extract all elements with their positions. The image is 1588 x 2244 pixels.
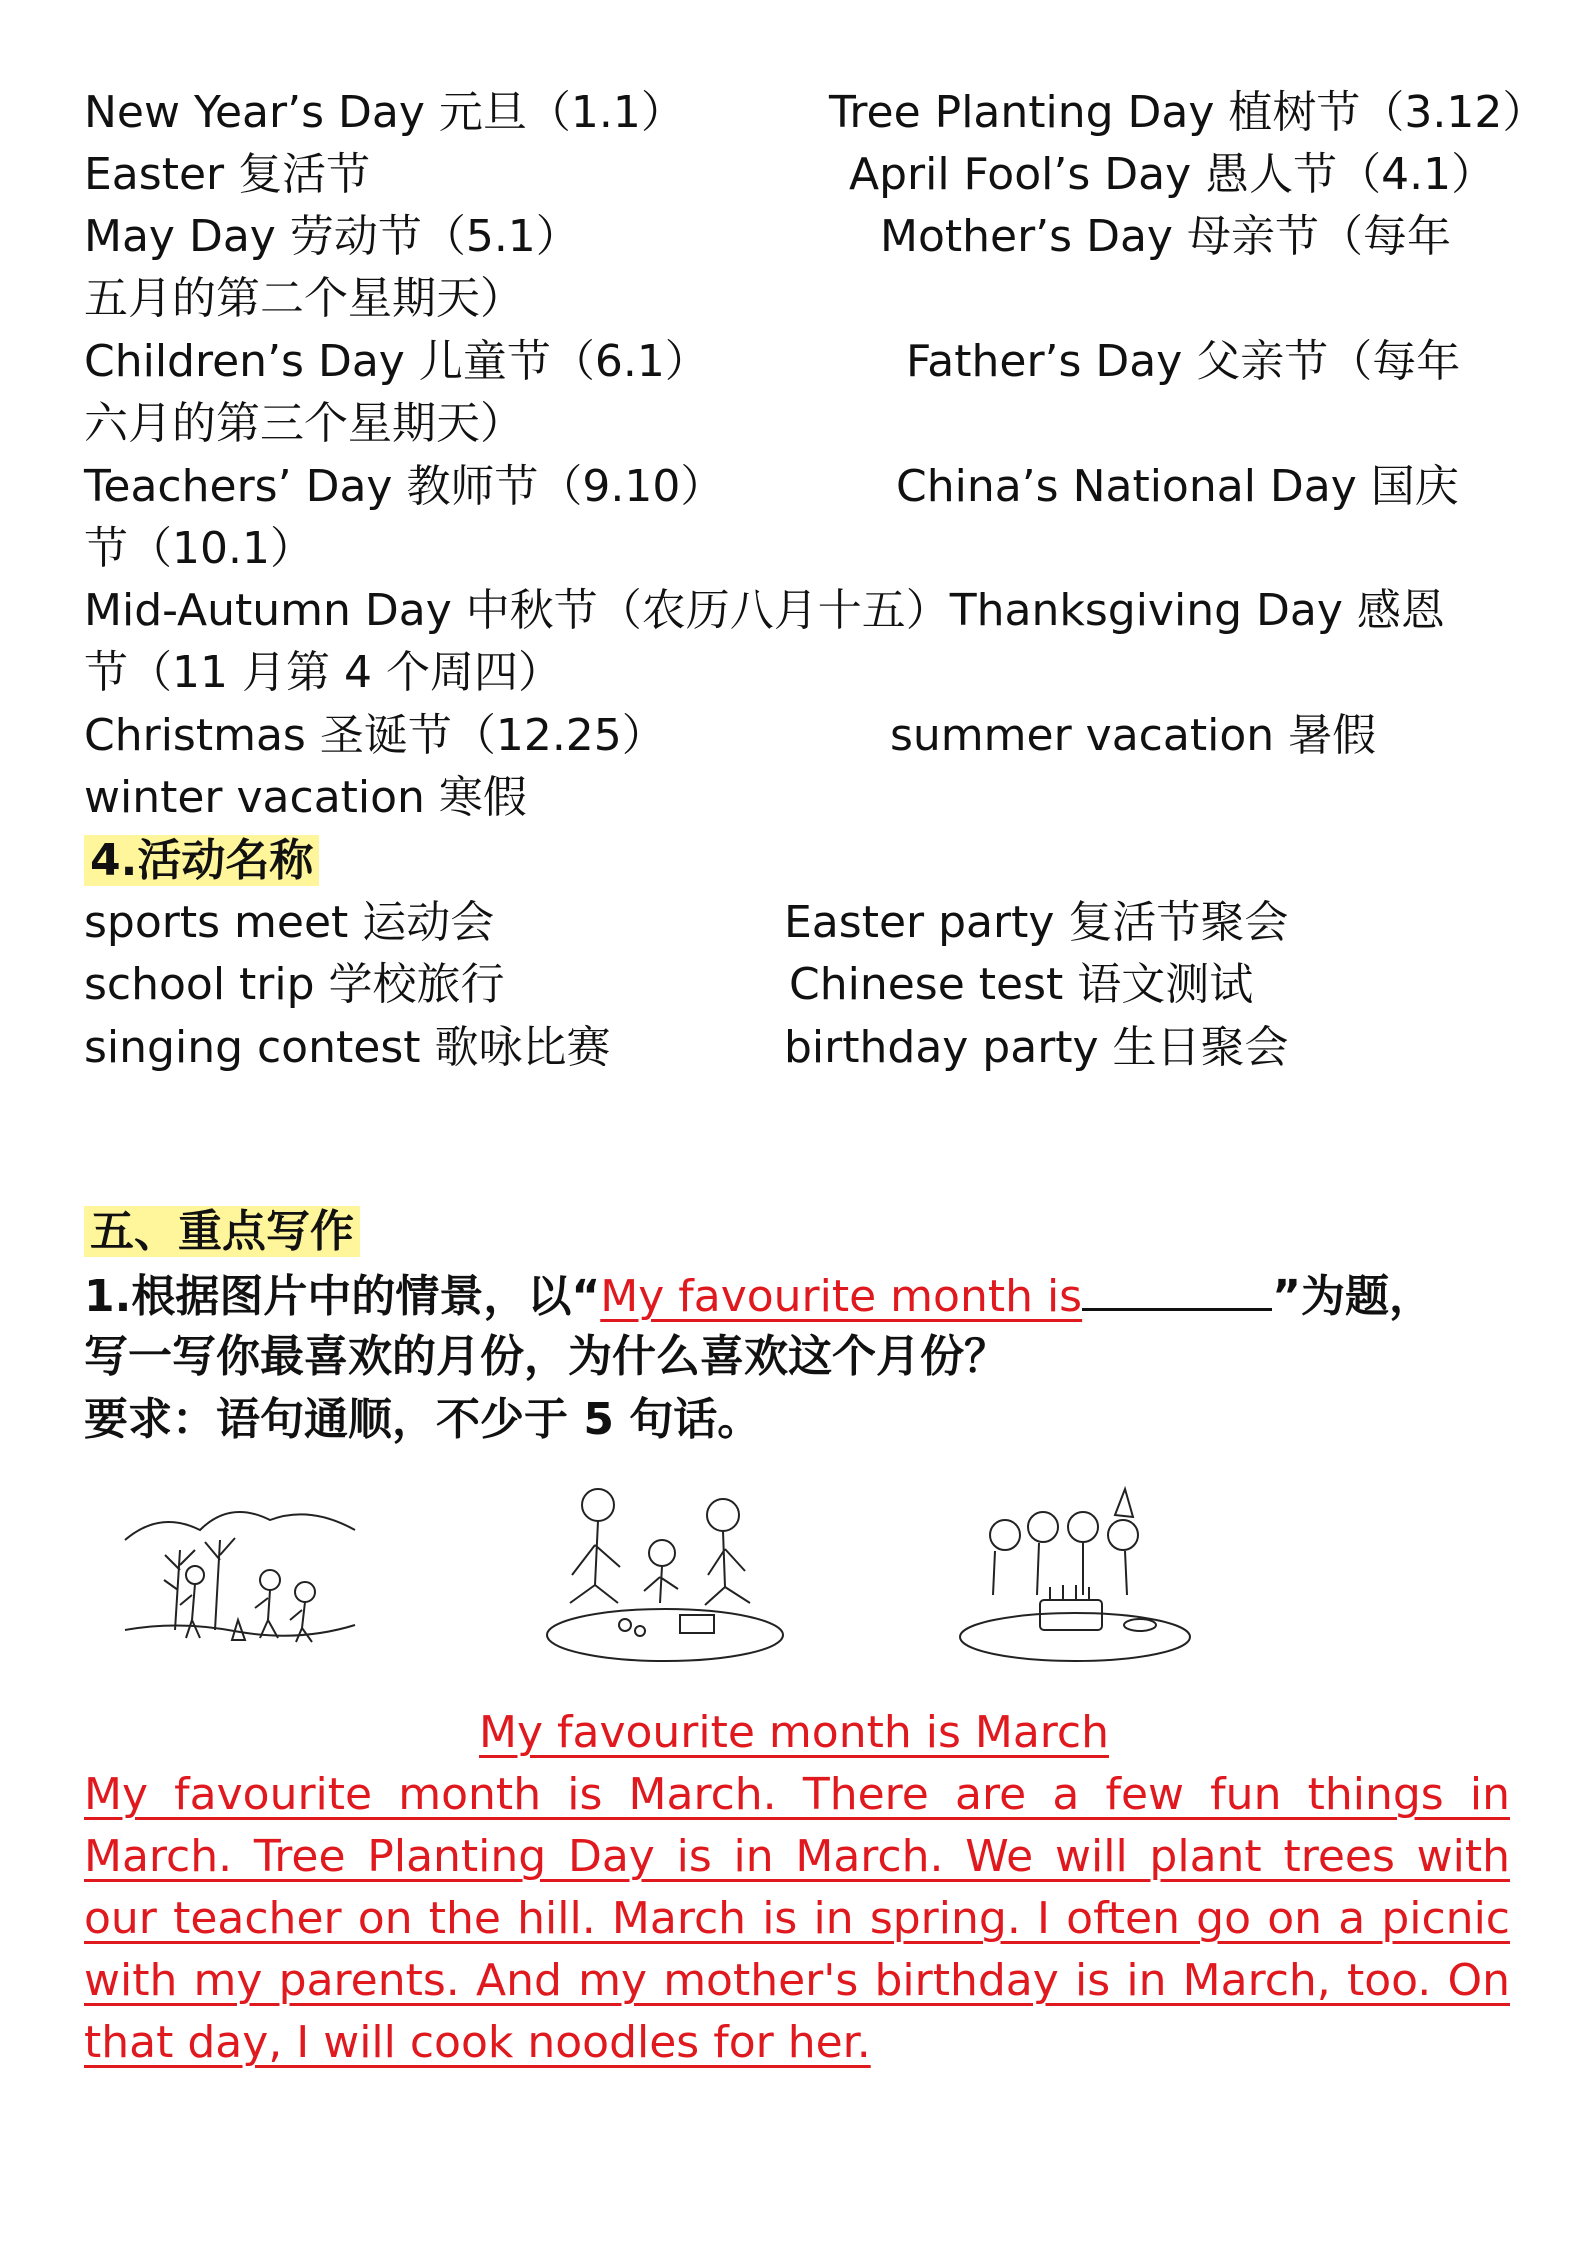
festival-left: 节（10.1） [84, 523, 314, 574]
festival-right: China’s National Day 国庆 [896, 461, 1459, 512]
requirement: 要求：语句通顺，不少于 5 句话。 [84, 1394, 762, 1445]
festival-left: May Day 劳动节（5.1） [84, 211, 580, 262]
festival-right: Tree Planting Day 植树节（3.12） [829, 87, 1547, 138]
festival-right: Father’s Day 父亲节（每年 [906, 336, 1461, 387]
festival-left: Children’s Day 儿童节（6.1） [84, 336, 709, 387]
festival-left: 六月的第三个星期天） [84, 398, 524, 449]
essay-title: My favourite month is March [479, 1707, 1109, 1758]
tree-planting-illustration [120, 1480, 360, 1650]
festival-left: Christmas 圣诞节（12.25） [84, 710, 666, 761]
activity-right: Chinese test 语文测试 [789, 959, 1254, 1010]
festival-left: winter vacation 寒假 [84, 772, 527, 823]
festival-left: 节（11 月第 4 个周四） [84, 647, 562, 698]
prompt-prefix: 1.根据图片中的情景，以“ [84, 1271, 601, 1322]
activity-heading: 4.活动名称 [84, 835, 319, 886]
prompt-line-2: 写一写你最喜欢的月份，为什么喜欢这个月份？ [84, 1331, 1008, 1382]
activity-left: singing contest 歌咏比赛 [84, 1022, 611, 1073]
festival-right: Mother’s Day 母亲节（每年 [880, 211, 1451, 262]
festival-left: Mid-Autumn Day 中秋节（农历八月十五）Thanksgiving Day 感恩 [84, 585, 1445, 636]
festival-right: April Fool’s Day 愚人节（4.1） [849, 149, 1496, 200]
birthday-party-illustration [955, 1475, 1195, 1665]
prompt-title: My favourite month is [600, 1271, 1083, 1322]
activity-right: birthday party 生日聚会 [784, 1022, 1289, 1073]
answer-blank [1082, 1264, 1272, 1311]
activity-left: school trip 学校旅行 [84, 959, 505, 1010]
festival-left: Teachers’ Day 教师节（9.10） [84, 461, 725, 512]
festival-left: 五月的第二个星期天） [84, 273, 524, 324]
writing-prompt [84, 1264, 1433, 1328]
writing-heading: 五、重点写作 [84, 1206, 360, 1257]
activity-left: sports meet 运动会 [84, 897, 495, 948]
family-picnic-illustration [540, 1475, 790, 1665]
prompt-suffix: ”为题， [1272, 1271, 1434, 1322]
festival-left: New Year’s Day 元旦（1.1） [84, 87, 685, 138]
festival-left: Easter 复活节 [84, 149, 371, 200]
festival-right: summer vacation 暑假 [890, 710, 1377, 761]
section-heading [84, 830, 319, 892]
activity-right: Easter party 复活节聚会 [784, 897, 1289, 948]
section-heading [84, 1201, 360, 1263]
essay-body: My favourite month is March. There are a few fun things in March. Tree Planting Day is in March. We will plant trees with our teacher on the hill. March is in spring. I often go on a picnic with my parents. And my mother's birthday is in March, too. On that day, I will cook noodles for her. [84, 1769, 1510, 2068]
